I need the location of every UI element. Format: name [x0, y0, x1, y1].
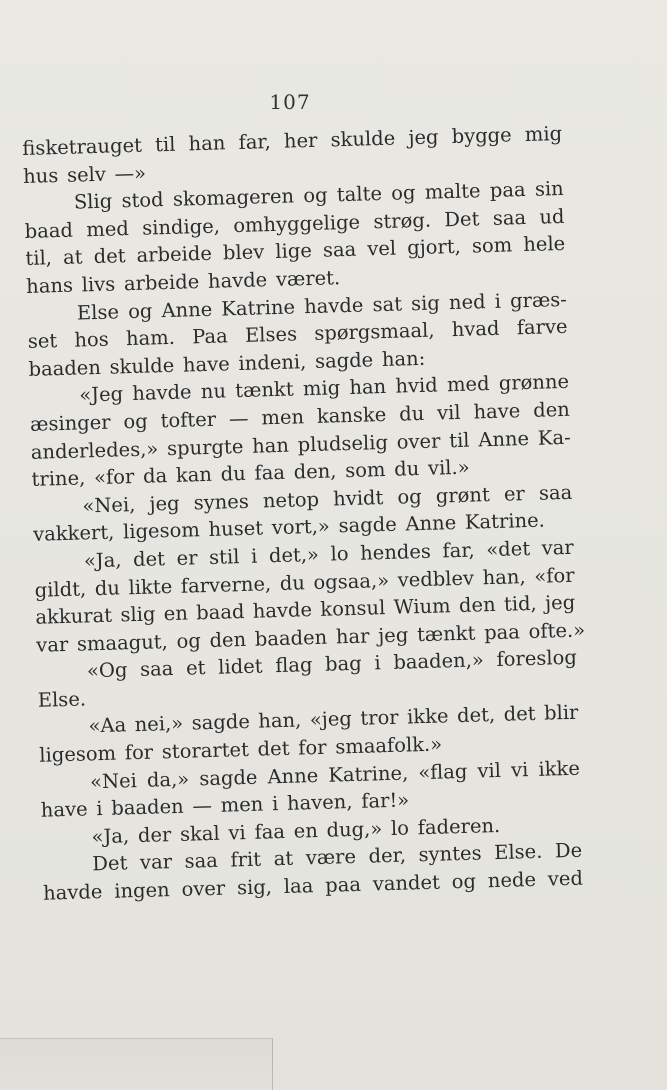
word: Det	[92, 851, 128, 876]
word: og	[303, 183, 328, 208]
word: som	[471, 233, 513, 258]
word: havde	[252, 598, 313, 623]
word: sat	[372, 292, 403, 316]
word: fisketrauget	[22, 133, 143, 160]
word: med	[446, 372, 490, 397]
word: —	[192, 794, 213, 818]
word: omhyggelige	[232, 210, 361, 237]
word: ingen	[113, 878, 170, 903]
word: tofter	[160, 407, 217, 433]
word: du	[398, 401, 425, 426]
word: hvidt	[332, 485, 384, 511]
word: til	[448, 428, 470, 452]
word: pludselig	[297, 430, 389, 456]
word: et	[185, 656, 206, 680]
word: en	[163, 601, 189, 626]
word: sagde	[191, 710, 251, 735]
word: til,	[25, 246, 53, 271]
word: sindige,	[141, 214, 221, 240]
word: det	[132, 547, 166, 571]
word: stod	[121, 188, 164, 213]
word: havde	[132, 380, 192, 406]
word: vil	[436, 400, 461, 425]
word: mig	[524, 121, 563, 146]
word: arbeide	[123, 270, 200, 296]
word: «jeg	[309, 707, 353, 732]
word: «Nei,	[82, 492, 136, 518]
word: bygge	[451, 123, 512, 148]
word: nede	[487, 867, 537, 893]
word: han,	[482, 564, 526, 589]
word: tænkt	[234, 377, 294, 403]
word: paa	[324, 872, 362, 897]
word: havde	[207, 268, 268, 293]
word: «flag	[417, 759, 468, 784]
word: æsinger	[29, 410, 111, 436]
word: faa	[254, 460, 286, 485]
word: havde	[42, 880, 103, 905]
word: sagde	[314, 348, 374, 373]
word: vedblev	[397, 566, 475, 592]
word: talte	[336, 182, 383, 207]
word: skal	[179, 821, 221, 846]
word: livs	[81, 272, 116, 297]
word: sagde	[338, 513, 398, 538]
page-number: 107	[269, 90, 311, 114]
word: likte	[128, 574, 173, 599]
word: her	[283, 128, 318, 153]
word: «for	[93, 465, 135, 490]
word: spurgte	[166, 434, 244, 460]
word: set	[27, 329, 58, 354]
word: i	[494, 289, 502, 313]
word: tid,	[503, 591, 538, 616]
word: skulde	[109, 353, 175, 379]
word: men	[261, 405, 305, 430]
word: De	[554, 839, 583, 863]
word: vel	[367, 236, 397, 261]
word: for	[297, 735, 327, 760]
word: Anne	[477, 426, 530, 451]
word: saa	[492, 205, 527, 230]
word: han,	[258, 708, 302, 734]
word: dug,»	[326, 817, 383, 842]
word: en	[293, 818, 319, 843]
word: som	[344, 458, 386, 483]
word: og	[451, 869, 477, 894]
word: han	[349, 375, 387, 400]
word: paa	[489, 178, 526, 203]
word: far!»	[360, 788, 410, 814]
word: slig	[120, 602, 156, 627]
word: saa	[538, 480, 573, 505]
word: syntes	[418, 841, 482, 867]
paper-edge-mark	[0, 1038, 273, 1090]
word: skomageren	[172, 184, 295, 211]
word: grønt	[435, 482, 491, 508]
word: baaden	[28, 355, 102, 381]
word: tænkt	[416, 621, 476, 646]
word: baad	[195, 600, 245, 625]
word: «Aa	[88, 713, 127, 738]
word: ham.	[125, 325, 176, 351]
word: baad	[24, 218, 74, 243]
word: selv	[66, 162, 107, 187]
word: Det	[444, 207, 480, 232]
word: gjort,	[406, 235, 462, 260]
word: ved	[547, 866, 584, 891]
word: og	[390, 181, 416, 205]
word: ikke	[406, 704, 449, 729]
word: Anne	[161, 297, 213, 322]
word: det	[93, 244, 126, 269]
word: vi	[228, 820, 247, 845]
word: ned	[448, 289, 486, 314]
word: hvid	[395, 373, 439, 399]
word: at	[62, 245, 83, 270]
word: i	[250, 544, 258, 568]
word: saa	[139, 657, 174, 682]
word: over	[396, 428, 441, 454]
word: nu	[200, 379, 227, 404]
word: du	[393, 457, 420, 481]
word: ogsaa,»	[313, 568, 390, 594]
word: paa	[483, 619, 521, 644]
word: har	[335, 624, 370, 649]
word: ofte.»	[528, 618, 586, 643]
word: frit	[230, 848, 262, 872]
word: med	[85, 216, 130, 242]
word: ud	[539, 204, 565, 229]
word: —»	[114, 161, 147, 186]
word: huset	[208, 516, 264, 542]
word: Else	[76, 299, 120, 325]
word: græs-	[509, 287, 568, 312]
word: han	[251, 433, 290, 458]
word: han	[188, 131, 226, 156]
word: Katrine	[221, 295, 296, 321]
word: «Ja,	[91, 824, 130, 849]
word: det	[257, 736, 290, 761]
word: jeg	[377, 623, 409, 647]
word: den	[532, 397, 571, 422]
word: storartet	[161, 737, 250, 764]
word: stil	[208, 545, 240, 569]
word: faa	[254, 819, 286, 844]
word: der	[137, 822, 172, 847]
word: til	[154, 132, 176, 157]
word: far,	[442, 538, 476, 563]
word: sin	[534, 177, 565, 201]
word: grønne	[498, 370, 570, 396]
word: «for	[533, 563, 575, 588]
word: i	[374, 651, 381, 675]
word: Wium	[393, 594, 451, 619]
word: men	[220, 792, 264, 817]
word: i	[96, 797, 103, 821]
word: faderen.	[417, 813, 501, 840]
word: og	[176, 628, 202, 653]
word: da	[142, 464, 168, 488]
word: Paa	[191, 324, 229, 349]
word: have	[182, 352, 231, 377]
word: kanske	[316, 402, 387, 428]
word: have	[473, 399, 521, 424]
word: baaden,»	[393, 648, 485, 675]
body-text	[22, 120, 586, 907]
word: kan	[175, 462, 213, 487]
word: smaagut,	[76, 629, 169, 656]
word: lo	[390, 816, 410, 840]
word: «det	[485, 536, 531, 562]
word: sig	[410, 290, 441, 315]
word: spørgsmaal,	[314, 318, 435, 346]
word: farverne,	[180, 571, 272, 598]
word: var	[541, 535, 575, 560]
word: Else.	[37, 687, 87, 712]
word: jeg	[544, 590, 576, 615]
word: Slig	[73, 189, 113, 214]
word: baaden	[254, 625, 328, 651]
word: synes	[193, 489, 250, 515]
word: mig	[302, 376, 341, 401]
word: have	[40, 797, 88, 822]
word: sig,	[236, 875, 273, 900]
word: blir	[543, 701, 579, 726]
word: foreslog	[496, 645, 578, 672]
word: var	[139, 850, 173, 875]
word: nei,»	[134, 712, 184, 737]
word: bag	[324, 652, 363, 677]
word: «Nei	[89, 768, 138, 794]
word: og	[123, 409, 148, 434]
word: du	[279, 570, 306, 595]
word: ligesom	[122, 518, 201, 544]
word: Anne	[267, 763, 319, 789]
word: været.	[275, 266, 341, 291]
word: trine,	[31, 466, 86, 491]
word: malte	[424, 179, 481, 204]
word: «Og	[86, 658, 128, 683]
word: hele	[522, 232, 566, 257]
word: blev	[222, 240, 265, 265]
word: Katrine.	[464, 508, 546, 535]
word: indeni,	[238, 349, 307, 375]
word: lidet	[217, 654, 263, 680]
word: vakkert,	[32, 520, 115, 547]
word: den,	[293, 459, 337, 484]
word: baaden	[111, 795, 184, 821]
word: netop	[262, 487, 320, 513]
word: Anne	[405, 511, 457, 536]
word: hvad	[451, 316, 500, 342]
word: vil.»	[427, 455, 470, 480]
word: laa	[283, 874, 314, 899]
word: Katrine,	[328, 761, 409, 787]
word: flag	[274, 653, 313, 678]
word: du	[220, 462, 247, 486]
word: akkurat	[35, 603, 113, 629]
word: saa	[322, 238, 357, 263]
word: er	[503, 481, 526, 506]
word: anderledes,»	[30, 436, 159, 464]
word: arbeide	[136, 242, 213, 268]
word: tror	[360, 706, 399, 731]
word: han:	[381, 346, 426, 371]
word: du	[94, 575, 121, 600]
word: lo	[330, 541, 349, 566]
word: over	[181, 876, 226, 901]
word: Ka-	[537, 425, 571, 450]
word: at	[273, 847, 294, 871]
word: og	[397, 484, 422, 509]
word: hans	[25, 273, 74, 298]
word: ligesom	[39, 741, 117, 767]
word: sagde	[198, 765, 258, 790]
word: jeg	[408, 125, 439, 150]
word: ikke	[538, 756, 581, 781]
word: skulde	[330, 126, 396, 152]
word: «Jeg	[78, 382, 124, 407]
word: hendes	[359, 539, 432, 565]
word: den	[458, 593, 496, 618]
word: det,»	[268, 542, 320, 568]
word: det	[503, 702, 536, 727]
word: og	[127, 298, 153, 323]
word: haven,	[286, 790, 353, 816]
word: far,	[238, 130, 272, 154]
word: lige	[275, 239, 313, 264]
word: da,»	[146, 767, 190, 792]
word: i	[271, 792, 279, 816]
word: der,	[368, 844, 407, 869]
word: jeg	[149, 491, 180, 516]
word: Else.	[493, 840, 543, 865]
word: havde	[303, 293, 364, 318]
word: hus	[22, 163, 59, 188]
word: vandet	[372, 870, 441, 896]
word: vil	[477, 758, 502, 783]
word: være	[305, 845, 357, 870]
word: strøg.	[373, 208, 432, 233]
word: smaafolk.»	[334, 732, 443, 759]
word: Elses	[244, 322, 298, 348]
word: det,	[456, 703, 496, 728]
word: var	[35, 632, 69, 657]
word: —	[228, 406, 249, 431]
word: konsul	[320, 596, 386, 621]
word: den	[209, 627, 247, 652]
word: saa	[184, 849, 219, 874]
word: «Ja,	[83, 548, 122, 573]
word: for	[124, 740, 154, 765]
word: vi	[510, 757, 529, 782]
word: vort,»	[271, 514, 331, 540]
word: hos	[74, 327, 110, 352]
word: gildt,	[34, 576, 87, 602]
word: er	[176, 546, 198, 570]
word: farve	[516, 315, 568, 340]
